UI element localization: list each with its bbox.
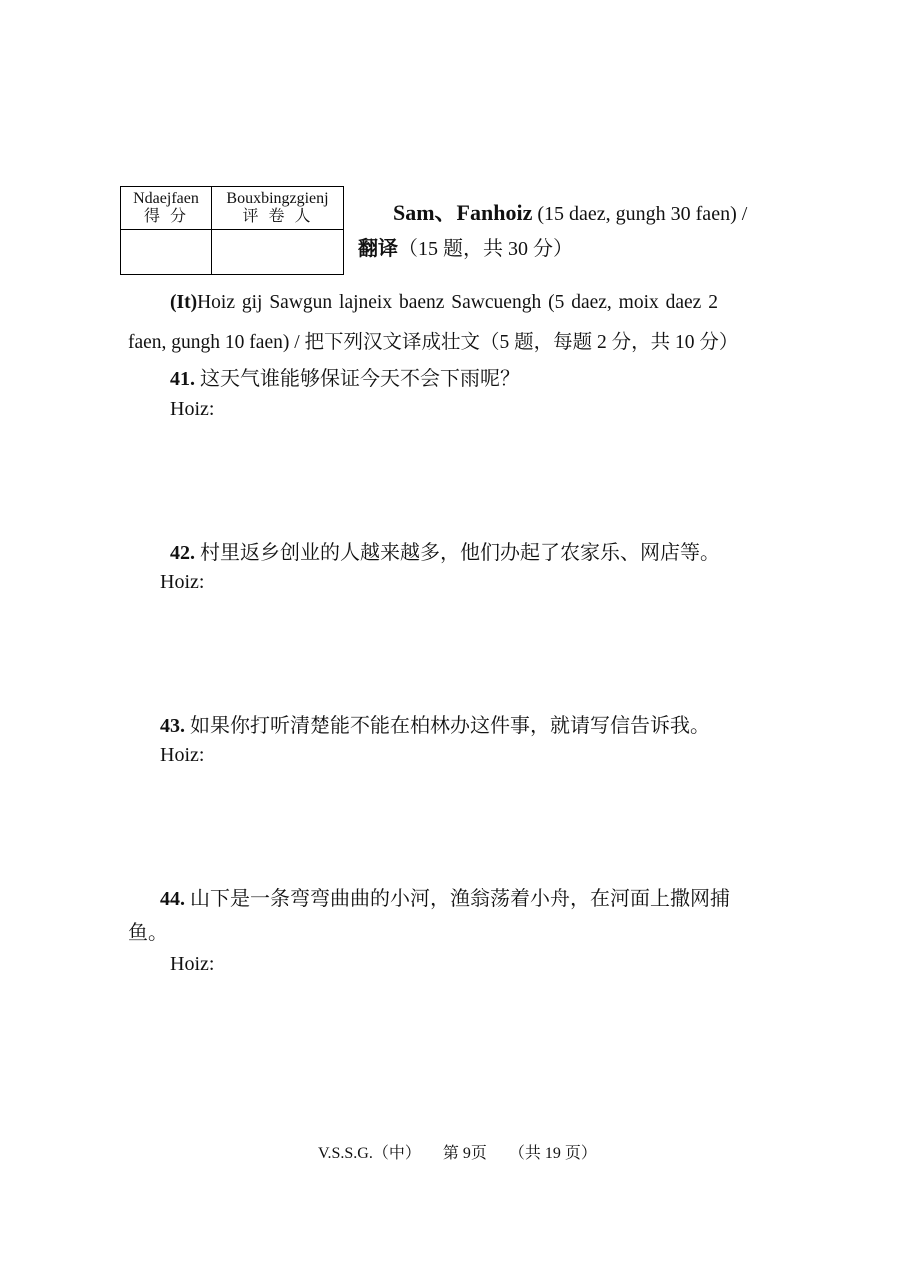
question-number: 44. [160, 888, 185, 910]
question-42 [170, 536, 720, 565]
part-label: (It) [170, 292, 198, 313]
part-line1-text: Hoiz gij Sawgun lajneix baenz Sawcuengh (5 daez, moix daez 2 [197, 292, 718, 313]
grader-header [212, 187, 344, 230]
page-footer [318, 1140, 619, 1163]
section-title-bold: Sam、Fanhoiz [393, 200, 533, 225]
score-cell[interactable] [121, 230, 212, 275]
section-subtitle-rest: （15 题，共 30 分） [398, 238, 573, 260]
grader-header-zhuang: Bouxbingzgienj [226, 190, 329, 207]
part-instruction-line1 [170, 292, 718, 314]
score-header [121, 187, 212, 230]
grader-header-chinese: 评卷人 [242, 208, 321, 225]
question-44-continuation: 鱼。 [128, 922, 168, 944]
score-header-zhuang: Ndaejfaen [133, 190, 199, 207]
question-44 [160, 882, 730, 911]
answer-label-42: Hoiz: [160, 571, 205, 593]
question-43 [160, 709, 710, 738]
question-text: 这天气谁能够保证今天不会下雨呢？ [195, 368, 520, 390]
score-table [120, 186, 344, 275]
answer-label-41: Hoiz: [170, 398, 215, 420]
question-41 [170, 362, 520, 391]
question-number: 42. [170, 542, 195, 564]
grader-cell[interactable] [212, 230, 344, 275]
footer-exam-code: V.S.S.G.（中） [318, 1145, 421, 1162]
footer-page-number: 第 9页 [442, 1145, 487, 1162]
part-instruction-line2: faen, gungh 10 faen) / 把下列汉文译成壮文（5 题，每题 2 分，共 10 分） [128, 332, 739, 353]
question-number: 43. [160, 715, 185, 737]
question-number: 41. [170, 368, 195, 390]
section-subtitle [358, 232, 573, 261]
section-subtitle-bold: 翻译 [358, 238, 398, 260]
answer-label-44: Hoiz: [170, 953, 215, 975]
section-title [393, 196, 747, 227]
section-title-rest: (15 daez, gungh 30 faen) / [532, 203, 748, 225]
question-text: 村里返乡创业的人越来越多，他们办起了农家乐、网店等。 [195, 542, 720, 564]
answer-label-43: Hoiz: [160, 744, 205, 766]
question-text: 山下是一条弯弯曲曲的小河，渔翁荡着小舟，在河面上撒网捕 [185, 888, 730, 910]
footer-total-pages: （共 19 页） [508, 1145, 597, 1162]
score-header-chinese: 得分 [143, 208, 196, 225]
question-text: 如果你打听清楚能不能在柏林办这件事，就请写信告诉我。 [185, 715, 710, 737]
